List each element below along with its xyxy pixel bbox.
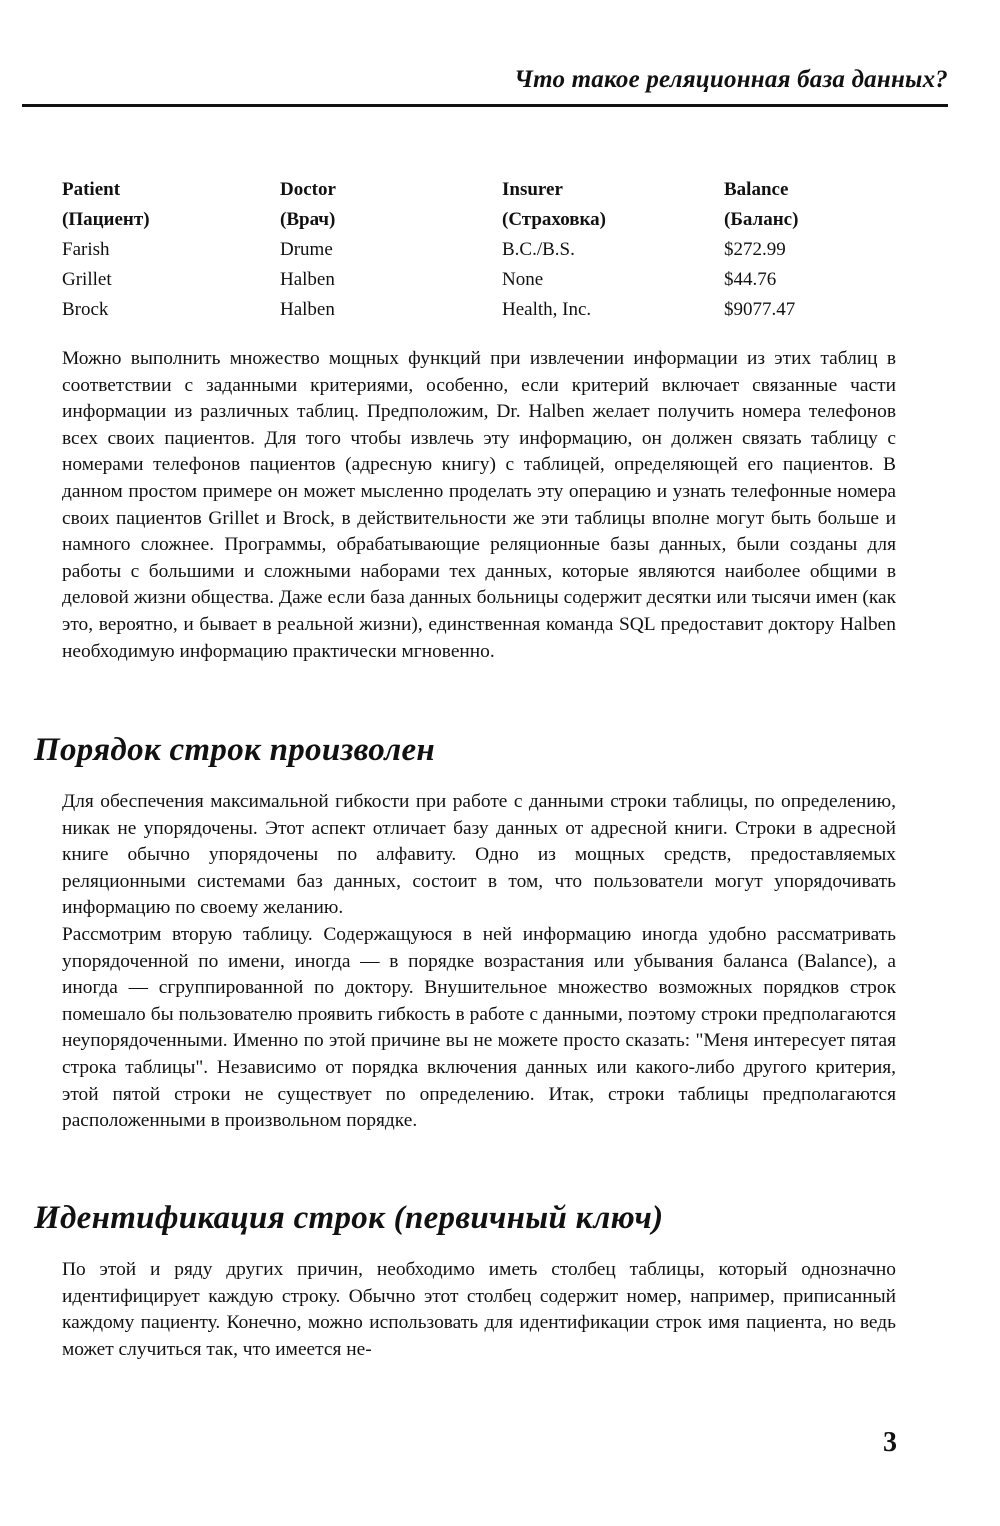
column-header-doctor-ru: (Врач) xyxy=(280,209,336,230)
table-cell: $44.76 xyxy=(724,269,777,290)
column-header-patient-ru: (Пациент) xyxy=(62,209,150,230)
paragraph-intro: Можно выполнить множество мощных функций при извлечении информации из этих таблиц в соответствии с заданными критериями, особенно, если критерий включает связанные части информации из различных таблиц. Предположим, Dr. Halben желает получить номера телефонов всех своих пациентов. Для того чтобы извлечь эту информацию, он должен связать таблицу с номерами телефонов пациентов (адресную книгу) с таблицей, определяющей его пациентов. В данном простом примере он может мысленно проделать эту операцию и узнать телефонные номера своих пациентов Grillet и Brock, в действительности же эти таблицы вполне могут быть больше и намного сложнее. Программы, обрабатывающие реляционные базы данных, были созданы для работы с большими и сложными наборами тех данных, которые являются наиболее общими в деловой жизни общества. Даже если база данных больницы содержит десятки или тысячи имен (как это, вероятно, и бывает в реальной жизни), единственная команда SQL предоставит доктору Halben необходимую информацию практически мгновенно. xyxy=(62,348,896,662)
paragraph-key-1: По этой и ряду других причин, необходимо иметь столбец таблицы, который однозначно идентифицирует каждую строку. Обычно этот столбец содержит номер, например, приписанный каждому пациенту. Конечно, можно использовать для идентификации строк имя пациента, но ведь может случиться так, что имеется не- xyxy=(62,1259,896,1360)
table-cell: Halben xyxy=(280,299,335,320)
paragraph-order-2: Рассмотрим вторую таблицу. Содержащуюся в ней информацию иногда удобно рассматривать упорядоченной по имени, иногда — в порядке возрастания или убывания баланса (Balance), а иногда — сгруппированной по доктору. Внушительное множество возможных порядков строк помешало бы пользователю проявить гибкость в работе с данными, поэтому строки предполагаются неупорядоченными. Именно по этой причине вы не можете просто сказать: "Меня интересует пятая строка таблицы". Независимо от порядка включения данных или какого-либо другого критерия, этой пятой строки не существует по определению. Итак, строки таблицы предполагаются расположенными в произвольном порядке. xyxy=(62,924,896,1132)
table-row xyxy=(62,295,874,325)
header-rule xyxy=(22,104,948,107)
table-cell: Drume xyxy=(280,239,333,260)
table-cell: $9077.47 xyxy=(724,299,796,320)
column-header-doctor: Doctor xyxy=(280,179,336,200)
table-header-row-en xyxy=(62,175,874,205)
table-cell: Health, Inc. xyxy=(502,299,592,320)
column-header-insurer-ru: (Страховка) xyxy=(502,209,606,230)
table-cell: Brock xyxy=(62,299,109,320)
column-header-balance: Balance xyxy=(724,179,789,200)
table-row xyxy=(62,235,874,265)
section-title-primary-key: Идентификация строк (первичный ключ) xyxy=(34,1200,664,1236)
column-header-insurer: Insurer xyxy=(502,179,563,200)
column-header-patient: Patient xyxy=(62,179,121,200)
running-head: Что такое реляционная база данных? xyxy=(514,66,948,93)
table-cell: None xyxy=(502,269,544,290)
table-cell: B.C./B.S. xyxy=(502,239,575,260)
page-number: 3 xyxy=(883,1427,897,1458)
table-cell: Halben xyxy=(280,269,335,290)
column-header-balance-ru: (Баланс) xyxy=(724,209,799,230)
patients-table xyxy=(62,175,874,325)
table-row xyxy=(62,265,874,295)
section-title-row-order: Порядок строк произволен xyxy=(34,732,436,768)
table-header-row-ru xyxy=(62,205,874,235)
table-cell: Grillet xyxy=(62,269,112,290)
paragraph-order-1: Для обеспечения максимальной гибкости при работе с данными строки таблицы, по определению, никак не упорядочены. Этот аспект отличает базу данных от адресной книги. Строки в адресной книге обычно упорядочены по алфавиту. Одно из мощных средств, предоставляемых реляционными системами баз данных, состоит в том, что пользователи могут упорядочивать информацию по своему желанию. xyxy=(62,791,896,919)
table-cell: $272.99 xyxy=(724,239,786,260)
table-cell: Farish xyxy=(62,239,110,260)
